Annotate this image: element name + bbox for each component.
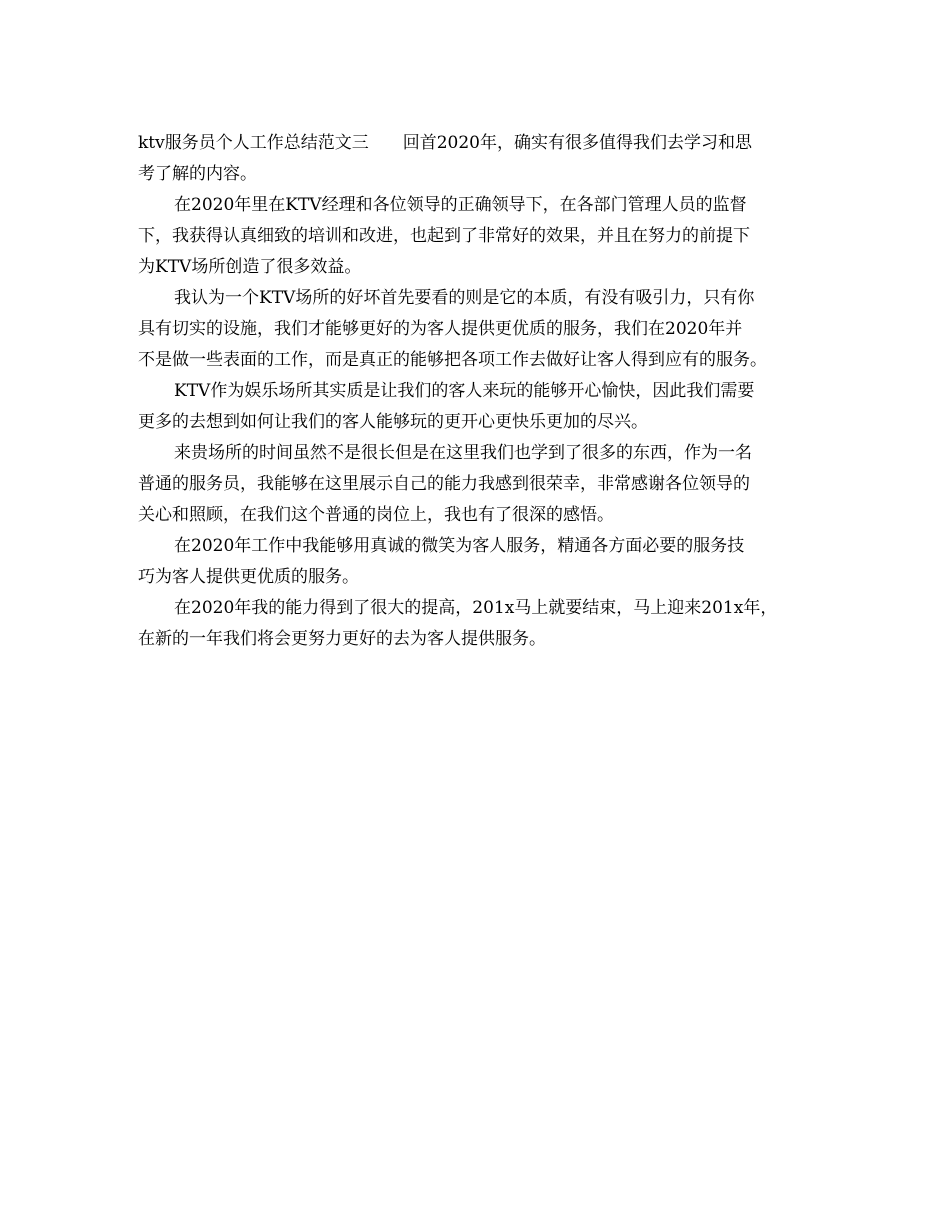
text-line: 普通的服务员，我能够在这里展示自己的能力我感到很荣幸，非常感谢各位领导的: [138, 474, 750, 494]
text-line: 考了解的内容。: [138, 164, 257, 184]
text-line: ktv服务员个人工作总结范文三 回首2020年，确实有很多值得我们去学习和思: [138, 133, 752, 153]
text-line: 下，我获得认真细致的培训和改进，也起到了非常好的效果，并且在努力的前提下: [138, 226, 750, 246]
text-line: 具有切实的设施，我们才能够更好的为客人提供更优质的服务，我们在2020年并: [138, 319, 743, 339]
text-line: 我认为一个KTV场所的好坏首先要看的则是它的本质，有没有吸引力，只有你: [174, 288, 755, 308]
text-line: 更多的去想到如何让我们的客人能够玩的更开心更快乐更加的尽兴。: [138, 412, 648, 432]
text-line: 在2020年我的能力得到了很大的提高，201x马上就要结束，马上迎来201x年，: [174, 598, 778, 618]
text-line: 不是做一些表面的工作，而是真正的能够把各项工作去做好让客人得到应有的服务。: [138, 350, 767, 370]
text-line: 巧为客人提供更优质的服务。: [138, 567, 359, 587]
text-line: 来贵场所的时间虽然不是很长但是在这里我们也学到了很多的东西，作为一名: [174, 443, 752, 463]
text-line: 在2020年里在KTV经理和各位领导的正确领导下，在各部门管理人员的监督: [174, 195, 747, 215]
text-line: 关心和照顾，在我们这个普通的岗位上，我也有了很深的感悟。: [138, 505, 614, 525]
text-line: 在新的一年我们将会更努力更好的去为客人提供服务。: [138, 629, 546, 649]
document-body: [138, 128, 820, 655]
text-line: 在2020年工作中我能够用真诚的微笑为客人服务，精通各方面必要的服务技: [174, 536, 745, 556]
text-line: 为KTV场所创造了很多效益。: [138, 257, 362, 277]
text-line: KTV作为娱乐场所其实质是让我们的客人来玩的能够开心愉快，因此我们需要: [174, 381, 755, 401]
